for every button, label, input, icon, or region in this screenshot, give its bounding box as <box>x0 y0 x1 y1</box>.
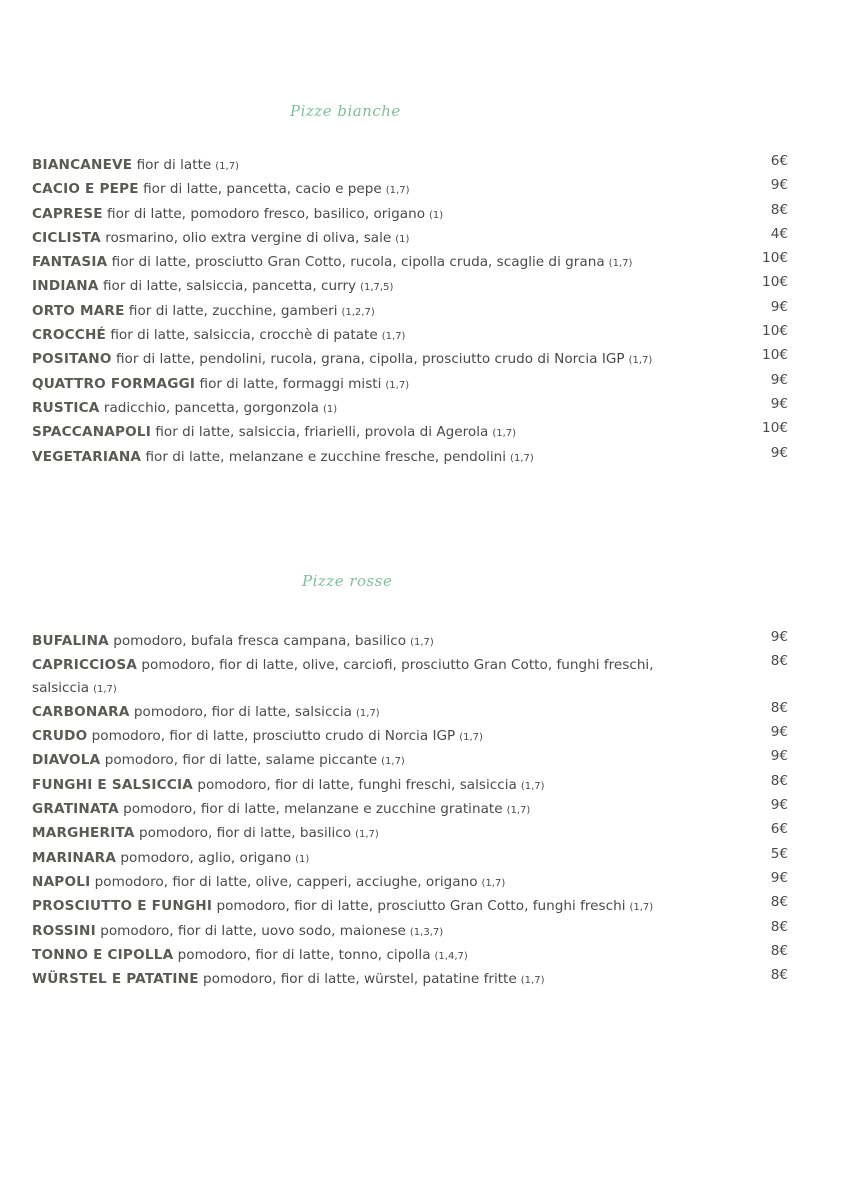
item-description: pomodoro, fior di latte, uovo sodo, maionese <box>100 922 406 939</box>
item-name: ORTO MARE <box>32 302 125 319</box>
item-name: TONNO E CIPOLLA <box>32 946 174 963</box>
section-title: Pizze bianche <box>290 102 401 120</box>
item-allergens: (1) <box>429 209 444 221</box>
item-price: 8€ <box>770 699 788 716</box>
menu-item <box>32 300 788 324</box>
item-description: fior di latte, prosciutto Gran Cotto, rucola, cipolla cruda, scaglie di grana <box>111 254 605 271</box>
item-description: pomodoro, fior di latte, melanzane e zucchine gratinate <box>123 801 503 818</box>
menu-item <box>32 920 788 944</box>
item-price: 8€ <box>770 201 788 218</box>
item-price: 4€ <box>770 225 788 242</box>
item-description: pomodoro, fior di latte, salsiccia <box>133 703 352 720</box>
item-name: WÜRSTEL E PATATINE <box>32 971 199 988</box>
item-name: GRATINATA <box>32 801 119 818</box>
item-description: fior di latte, pancetta, cacio e pepe <box>143 181 382 198</box>
item-description: pomodoro, fior di latte, olive, carciofi, prosciutto Gran Cotto, funghi freschi, salsiccia <box>32 657 654 696</box>
item-name: POSITANO <box>32 351 112 368</box>
item-price: 9€ <box>770 797 788 814</box>
item-description: pomodoro, fior di latte, salame piccante <box>104 752 378 769</box>
item-name: RUSTICA <box>32 399 100 416</box>
item-name: FUNGHI E SALSICCIA <box>32 776 193 793</box>
menu-item <box>32 227 788 251</box>
menu-list <box>32 154 788 470</box>
item-price: 9€ <box>770 724 788 741</box>
item-allergens: (1,7) <box>381 756 405 768</box>
item-description: pomodoro, fior di latte, funghi freschi, salsiccia <box>197 776 517 793</box>
item-allergens: (1,7) <box>381 331 406 343</box>
item-allergens: (1,7) <box>410 637 434 648</box>
item-allergens: (1,7) <box>608 258 633 270</box>
item-price: 8€ <box>770 653 788 670</box>
item-price: 9€ <box>770 177 788 194</box>
item-allergens: (1,7) <box>459 732 483 744</box>
item-description: pomodoro, fior di latte, tonno, cipolla <box>177 946 431 963</box>
item-name: NAPOLI <box>32 873 91 890</box>
item-name: ROSSINI <box>32 922 96 939</box>
item-price: 10€ <box>762 250 788 267</box>
item-allergens: (1,7) <box>385 185 410 197</box>
menu-item <box>32 725 788 749</box>
item-price: 8€ <box>770 918 788 935</box>
item-allergens: (1,7) <box>629 902 654 914</box>
item-description: pomodoro, fior di latte, olive, capperi, acciughe, origano <box>94 873 478 890</box>
item-price: 8€ <box>770 772 788 789</box>
item-description: fior di latte, pendolini, rucola, grana, cipolla, prosciutto crudo di Norcia IGP <box>115 351 625 368</box>
menu-item <box>32 654 788 701</box>
item-price: 6€ <box>770 153 788 169</box>
menu-item <box>32 275 788 299</box>
item-allergens: (1,7) <box>385 379 410 391</box>
item-price: 9€ <box>770 395 788 412</box>
item-price: 8€ <box>770 894 788 911</box>
item-name: FANTASIA <box>32 254 108 271</box>
menu-item <box>32 421 788 445</box>
menu-item <box>32 373 788 397</box>
item-name: SPACCANAPOLI <box>32 424 152 441</box>
section-heading <box>290 102 401 120</box>
item-name: MARGHERITA <box>32 825 135 842</box>
menu-list <box>32 630 788 992</box>
item-price: 6€ <box>770 821 788 838</box>
item-price: 10€ <box>762 323 788 340</box>
item-description: fior di latte, zucchine, gamberi <box>128 302 338 319</box>
item-name: CICLISTA <box>32 229 101 246</box>
item-price: 8€ <box>770 967 788 984</box>
item-name: DIAVOLA <box>32 752 101 769</box>
item-allergens: (1,3,7) <box>409 926 444 938</box>
item-price: 9€ <box>770 629 788 645</box>
item-description: pomodoro, fior di latte, prosciutto crudo di Norcia IGP <box>91 728 456 745</box>
item-description: fior di latte, pomodoro fresco, basilico, origano <box>107 205 426 222</box>
item-description: fior di latte, formaggi misti <box>199 375 382 392</box>
menu-item <box>32 895 788 919</box>
item-description: pomodoro, fior di latte, basilico <box>138 825 352 842</box>
menu-item <box>32 348 788 372</box>
item-description: fior di latte, melanzane e zucchine fresche, pendolini <box>145 448 507 465</box>
item-allergens: (1) <box>322 403 338 415</box>
menu-item <box>32 968 788 992</box>
item-allergens: (1) <box>295 853 310 865</box>
item-name: CAPRICCIOSA <box>32 657 138 674</box>
item-allergens: (1,7) <box>520 975 545 987</box>
item-allergens: (1,7) <box>510 452 534 464</box>
item-name: CRUDO <box>32 728 88 745</box>
item-name: QUATTRO FORMAGGI <box>32 375 196 392</box>
item-allergens: (1,4,7) <box>434 950 468 962</box>
item-price: 9€ <box>770 444 788 461</box>
item-price: 10€ <box>762 274 788 291</box>
menu-item <box>32 630 788 654</box>
item-allergens: (1,7) <box>481 877 506 889</box>
item-description: fior di latte, salsiccia, crocchè di patate <box>110 327 378 344</box>
section-title: Pizze rosse <box>302 572 393 590</box>
item-allergens: (1,7) <box>355 829 379 841</box>
item-name: VEGETARIANA <box>32 448 142 465</box>
item-price: 5€ <box>770 845 788 862</box>
item-name: PROSCIUTTO E FUNGHI <box>32 898 213 915</box>
item-description: fior di latte, salsiccia, friarielli, provola di Agerola <box>155 424 489 441</box>
item-price: 9€ <box>770 748 788 765</box>
item-name: INDIANA <box>32 278 99 295</box>
item-description: rosmarino, olio extra vergine di oliva, sale <box>105 229 392 246</box>
menu-item <box>32 749 788 773</box>
item-price: 8€ <box>770 942 788 959</box>
menu-item <box>32 251 788 275</box>
menu-item <box>32 324 788 348</box>
item-price: 9€ <box>770 371 788 388</box>
item-description: pomodoro, fior di latte, würstel, patatine fritte <box>203 971 517 988</box>
menu-item <box>32 798 788 822</box>
item-allergens: (1,7) <box>628 355 653 367</box>
item-description: radicchio, pancetta, gorgonzola <box>103 399 319 416</box>
menu-item <box>32 178 788 202</box>
item-allergens: (1,2,7) <box>341 306 375 318</box>
item-description: pomodoro, aglio, origano <box>120 849 292 866</box>
menu-item <box>32 701 788 725</box>
item-allergens: (1,7) <box>93 683 117 695</box>
item-name: BUFALINA <box>32 633 109 649</box>
menu-item <box>32 774 788 798</box>
item-price: 10€ <box>762 420 788 437</box>
item-allergens: (1,7) <box>506 805 531 817</box>
item-name: BIANCANEVE <box>32 157 133 173</box>
item-name: CARBONARA <box>32 703 130 720</box>
item-price: 9€ <box>770 869 788 886</box>
menu-item <box>32 397 788 421</box>
menu-item <box>32 203 788 227</box>
item-name: CROCCHÉ <box>32 327 107 344</box>
item-name: CACIO E PEPE <box>32 181 139 198</box>
menu-item <box>32 944 788 968</box>
menu-item <box>32 871 788 895</box>
menu-item <box>32 822 788 846</box>
item-allergens: (1,7) <box>356 707 380 719</box>
item-name: MARINARA <box>32 849 117 866</box>
menu-item <box>32 847 788 871</box>
item-allergens: (1,7,5) <box>360 282 394 294</box>
item-allergens: (1,7) <box>520 780 545 792</box>
item-allergens: (1) <box>395 233 410 245</box>
item-description: pomodoro, bufala fresca campana, basilico <box>113 633 407 649</box>
item-description: fior di latte, salsiccia, pancetta, curry <box>102 278 357 295</box>
item-price: 9€ <box>770 298 788 315</box>
item-description: fior di latte <box>136 157 212 173</box>
item-price: 10€ <box>762 347 788 364</box>
menu-item <box>32 446 788 470</box>
item-description: pomodoro, fior di latte, prosciutto Gran Cotto, funghi freschi <box>216 898 626 915</box>
item-allergens: (1,7) <box>492 428 517 440</box>
section-heading <box>302 572 392 590</box>
menu-item <box>32 154 788 178</box>
item-allergens: (1,7) <box>215 161 239 172</box>
item-name: CAPRESE <box>32 205 103 222</box>
